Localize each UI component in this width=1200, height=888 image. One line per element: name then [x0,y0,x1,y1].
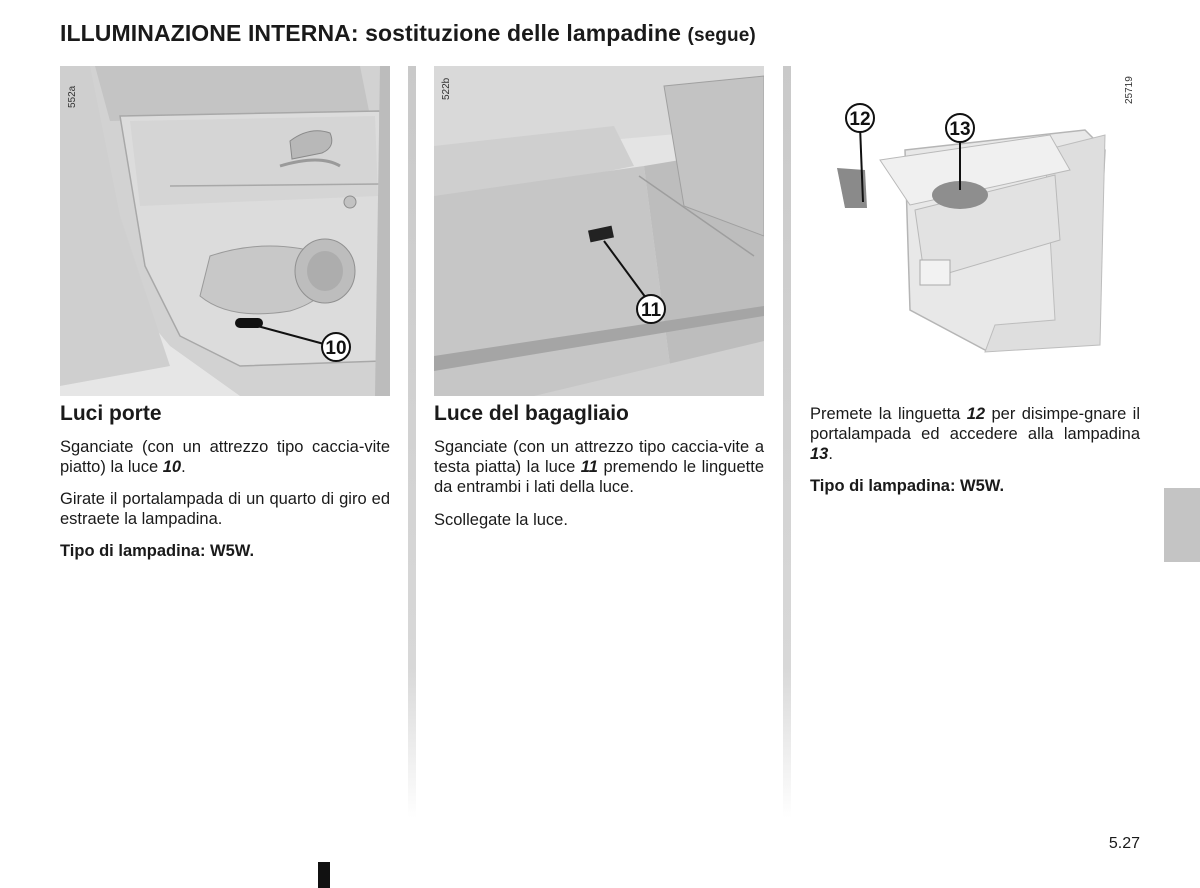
chapter-thumb-tab [1164,488,1200,562]
figure-door-light [60,66,390,396]
section-heading-boot-light: Luce del bagagliaio [434,402,629,425]
svg-text:10: 10 [325,338,347,359]
item-ref-13: 13 [810,445,829,463]
figure-code-label: 25719 [1124,76,1135,104]
paragraph-boot-disconnect: Scollegate la luce. [434,511,568,529]
figure-boot-light [434,66,764,396]
page-title: ILLUMINAZIONE INTERNA: sostituzione delle lampadine (segue) [60,20,756,46]
section-heading-door-lights: Luci porte [60,402,162,425]
page-title-suffix: (segue) [687,25,756,46]
paragraph-boot-remove: Sganciate (con un attrezzo tipo caccia-vite a testa piatta) la luce 11 premendo le linguette da entrambi i lati della luce. [434,438,764,496]
figure-lamp-holder [815,90,1125,360]
bulb-type-lamp-holder: Tipo di lampadina: W5W. [810,477,1005,495]
column-divider [408,66,416,818]
paragraph-door-remove: Sganciate (con un attrezzo tipo caccia-vite piatto) la luce 10. [60,438,390,476]
figure-code-label: 522b [441,77,452,100]
column-divider [783,66,791,818]
item-ref-10: 10 [162,458,182,476]
paragraph-lamp-holder: Premete la linguetta 12 per disimpe-gnare il portalampada ed accedere alla lampadina 13. [810,405,1140,463]
page-number: 5.27 [1108,835,1140,852]
svg-text:11: 11 [640,300,662,321]
crop-mark [318,862,330,888]
paragraph-door-bulb: Girate il portalampada di un quarto di giro ed estraete la lampadina. [60,490,390,528]
figure-code-label: 552a [67,85,78,108]
bulb-type-door: Tipo di lampadina: W5W. [60,542,255,560]
svg-text:13: 13 [949,119,971,140]
item-ref-11: 11 [580,458,598,476]
item-ref-12: 12 [966,405,986,423]
svg-text:12: 12 [849,109,871,130]
